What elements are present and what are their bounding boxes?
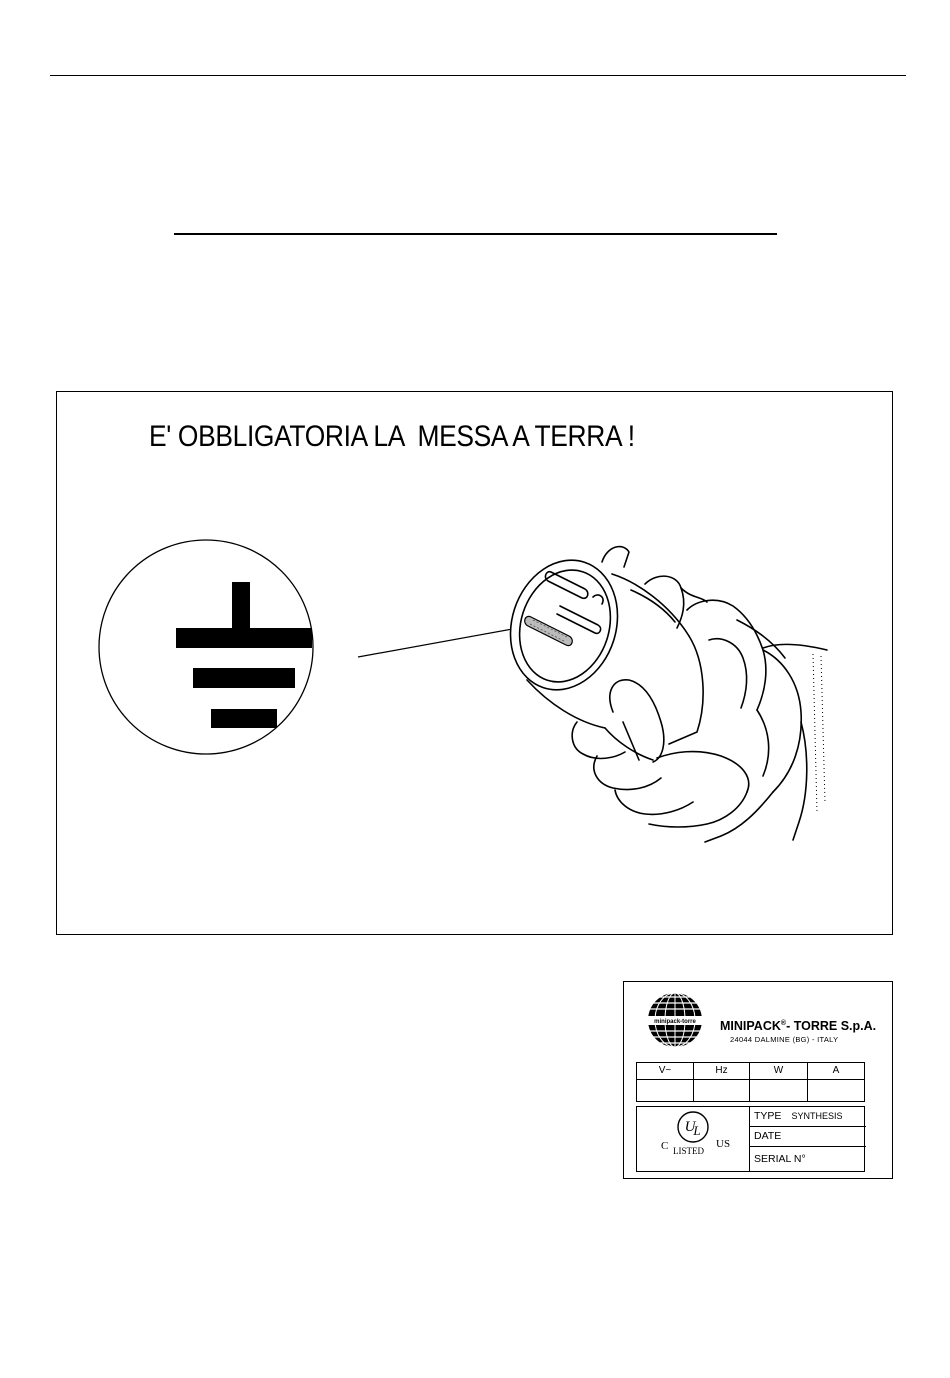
identification-table [636, 1106, 865, 1172]
company-name: MINIPACK®- TORRE S.p.A. [720, 1019, 877, 1033]
date-label: DATE [754, 1130, 782, 1142]
electrical-ratings-table [636, 1062, 865, 1102]
voltage-header: V~ [637, 1063, 694, 1080]
type-label: TYPE [754, 1110, 782, 1122]
frequency-value-cell [694, 1080, 750, 1101]
power-header: W [750, 1063, 808, 1080]
svg-text:U: U [684, 1119, 696, 1135]
section-title-rule [174, 233, 777, 235]
ground-symbol-icon [99, 540, 313, 754]
ul-listed-label: LISTED [673, 1146, 704, 1156]
frequency-header: Hz [694, 1063, 750, 1080]
plug-in-hand-icon [57, 392, 894, 936]
current-header: A [808, 1063, 864, 1080]
type-value: SYNTHESIS [791, 1111, 843, 1121]
serial-label: SERIAL N° [754, 1153, 806, 1165]
power-value-cell [750, 1080, 808, 1101]
grounding-warning-title: E' OBBLIGATORIA LA MESSA A TERRA ! [149, 420, 635, 453]
ul-listed-mark [637, 1107, 750, 1171]
current-value-cell [808, 1080, 864, 1101]
svg-text:minipack-torre: minipack-torre [654, 1019, 696, 1025]
type-row [749, 1107, 866, 1127]
globe-logo-icon [646, 991, 704, 1049]
ul-c-label: C [661, 1140, 669, 1152]
ul-us-label: US [716, 1138, 731, 1150]
serial-row [749, 1147, 866, 1171]
grounding-warning-figure [56, 391, 893, 935]
rating-plate [623, 981, 893, 1179]
date-row [749, 1127, 866, 1147]
ul-listed-mark-icon [675, 1109, 711, 1145]
header-rule [50, 75, 906, 76]
voltage-value-cell [637, 1080, 694, 1101]
company-address: 24044 DALMINE (BG) - ITALY [730, 1035, 839, 1044]
svg-text:L: L [693, 1123, 701, 1138]
